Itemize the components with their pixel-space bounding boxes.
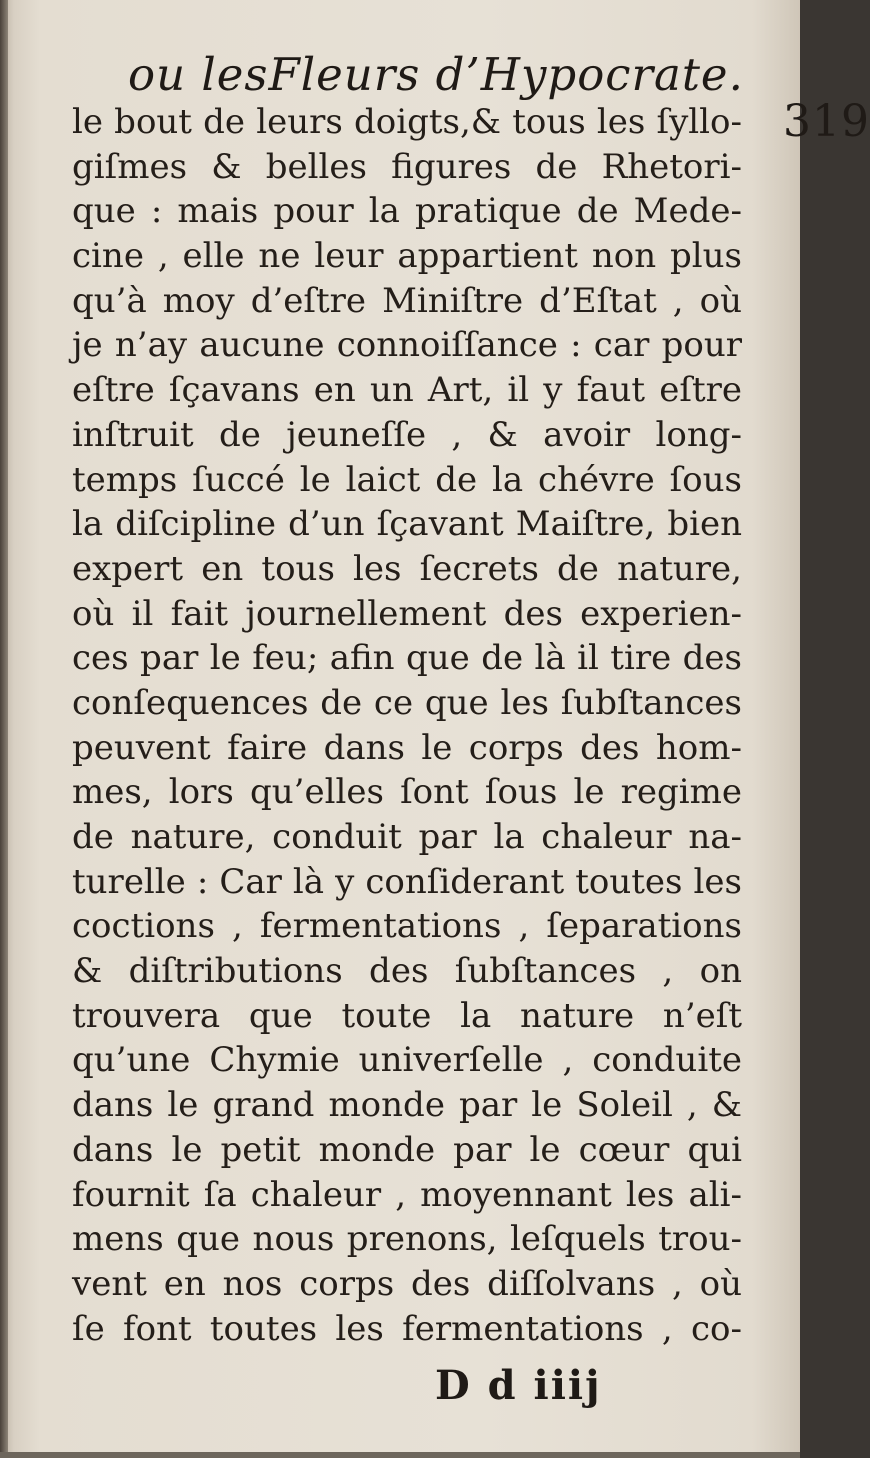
body-text (72, 100, 742, 1351)
text-line-22: qu’une Chymie univerſelle , conduite (72, 1040, 742, 1081)
text-line-23: dans le grand monde par le Soleil , & (72, 1085, 742, 1126)
text-line-17: de nature, conduit par la chaleur na- (72, 817, 742, 857)
text-line-5: qu’à moy d’eſtre Miniſtre d’Eſtat , où (72, 280, 742, 321)
text-line-14: conſequences de ce que les ſubſtances (72, 682, 742, 723)
text-line-10: la diſcipline d’un ſçavant Maiſtre, bien (72, 504, 742, 545)
signature-mark: D d iiij (435, 1362, 602, 1409)
text-line-8: inſtruit de jeuneſſe , & avoir long- (72, 414, 742, 455)
text-line-21: trouvera que toute la nature n’eſt (72, 995, 742, 1036)
text-line-18: turelle : Car là y conſiderant toutes les (72, 861, 742, 902)
text-line-11: expert en tous les ſecrets de nature, (72, 548, 742, 589)
text-line-26: mens que nous prenons, leſquels trou- (72, 1219, 742, 1260)
text-line-13: ces par le feu; afin que de là il tire des (72, 638, 742, 679)
text-line-9: temps ſuccé le laict de la chévre ſous (72, 459, 742, 500)
text-line-2: giſmes & belles figures de Rhetori- (72, 146, 742, 187)
text-line-20: & diſtributions des ſubſtances , on (72, 951, 742, 992)
page-gutter-shadow (0, 0, 8, 1458)
text-line-4: cine , elle ne leur appartient non plus (72, 236, 742, 277)
text-line-12: où il fait journellement des experien- (72, 593, 742, 634)
text-line-25: fournit ſa chaleur , moyennant les ali- (72, 1174, 742, 1215)
text-line-27: vent en nos corps des diſſolvans , où (72, 1263, 742, 1304)
text-line-28: ſe font toutes les fermentations , co- (72, 1308, 742, 1349)
text-line-19: coctions , fermentations , ſeparations (72, 906, 742, 947)
text-line-1: le bout de leurs doigts,& tous les ſyllo- (72, 102, 742, 142)
page-bottom-edge (0, 1452, 800, 1458)
text-line-7: eſtre ſçavans en un Art, il y faut eſtre (72, 370, 742, 411)
text-line-16: mes, lors qu’elles ſont ſous le regime (72, 772, 742, 813)
text-line-15: peuvent faire dans le corps des hom- (72, 727, 742, 768)
text-line-24: dans le petit monde par le cœur qui (72, 1129, 742, 1170)
text-line-3: que : mais pour la pratique de Mede- (72, 191, 742, 232)
running-title: ou lesFleurs d’Hypocrate. (128, 48, 744, 101)
text-line-6: je n’ay aucune connoiſſance : car pour (72, 325, 742, 366)
page-number: 319 (783, 96, 870, 147)
